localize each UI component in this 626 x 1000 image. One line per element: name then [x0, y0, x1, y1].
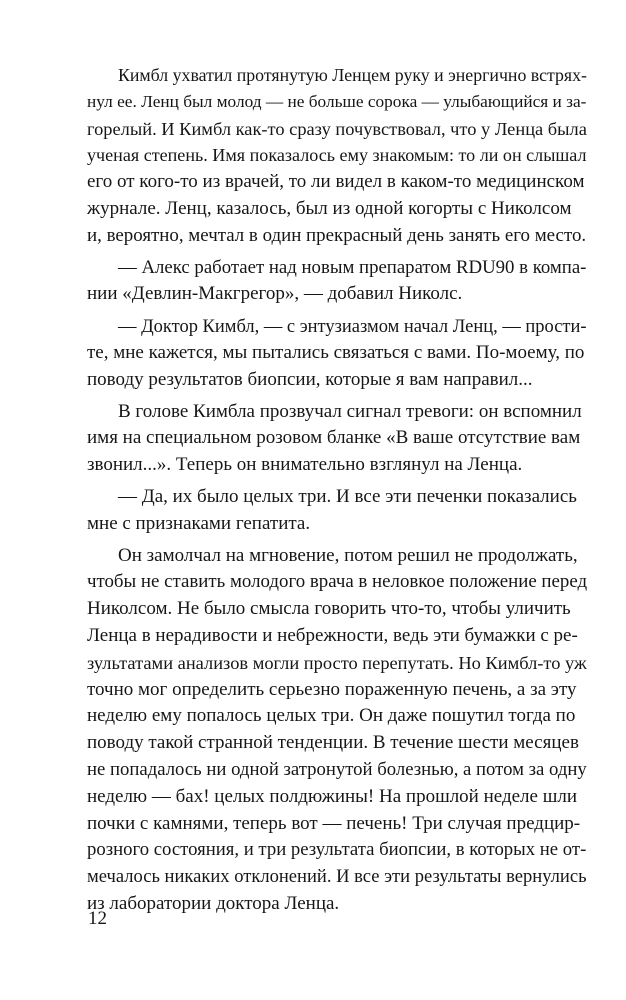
text-line: зультатами анализов могли просто перепутать. Но Кимбл-то уж — [87, 652, 587, 673]
text-line: звонил...». Теперь он внимательно взглянул на Ленца. — [87, 454, 523, 476]
text-line: — Да, их было целых три. И все эти печенки показались — [118, 485, 577, 507]
text-line: Ленца в нерадивости и небрежности, ведь эти бумажки с ре- — [87, 624, 578, 646]
text-line: ученая степень. Имя показалось ему знакомым: то ли он слышал — [87, 145, 587, 166]
text-line: точно мог определить серьезно пораженную печень, а за эту — [87, 678, 577, 700]
body-text — [87, 62, 587, 918]
text-line: мне с признаками гепатита. — [87, 512, 311, 534]
text-line: В голове Кимбла прозвучал сигнал тревоги: он вспомнил — [118, 400, 582, 422]
text-line: горелый. И Кимбл как-то сразу почувствовал, что у Ленца была — [87, 118, 587, 139]
text-line: — Алекс работает над новым препаратом RDU90 в компа- — [118, 256, 587, 278]
text-line: нул ее. Ленц был молод — не больше сорока — улыбающийся и за- — [87, 91, 587, 111]
text-line: имя на специальном розовом бланке «В ваше отсутствие вам — [87, 427, 581, 449]
text-line: поводу такой странной тенденции. В течение шести месяцев — [87, 732, 579, 754]
text-line: Николсом. Не было смысла говорить что-то, чтобы уличить — [87, 598, 571, 620]
text-line: Кимбл ухватил протянутую Ленцем руку и энергично встрях- — [118, 65, 587, 85]
text-line: почки с камнями, теперь вот — печень! Три случая предцир- — [87, 812, 581, 834]
text-line: Он замолчал на мгновение, потом решил не продолжать, — [118, 544, 578, 566]
page-number: 12 — [88, 908, 107, 929]
text-line: неделю ему попалось целых три. Он даже пошутил тогда по — [87, 705, 576, 727]
text-line: поводу результатов биопсии, которые я вам направил... — [87, 368, 533, 390]
text-line: мечалось никаких отклонений. И все эти результаты вернулись — [87, 866, 587, 888]
text-line: — Доктор Кимбл, — с энтузиазмом начал Ленц, — прости- — [118, 316, 587, 337]
text-line: неделю — бах! целых полдюжины! На прошлой неделе шли — [87, 785, 577, 807]
text-line: журнале. Ленц, казалось, был из одной когорты с Николсом — [87, 197, 572, 219]
text-line: не попадалось ни одной затронутой болезнью, а потом за одну — [87, 758, 587, 780]
text-line: розного состояния, и три результата биопсии, в которых не от- — [87, 839, 587, 861]
text-line: нии «Девлин-Макгрегор», — добавил Николс. — [87, 283, 463, 305]
text-line: из лаборатории доктора Ленца. — [87, 892, 340, 914]
text-line: чтобы не ставить молодого врача в неловкое положение перед — [87, 571, 588, 593]
text-line: его от кого-то из врачей, то ли видел в каком-то медицинском — [87, 171, 585, 193]
text-line: и, вероятно, мечтал в один прекрасный день занять его место. — [87, 224, 587, 246]
text-line: те, мне кажется, мы пытались связаться с вами. По-моему, по — [87, 341, 585, 363]
